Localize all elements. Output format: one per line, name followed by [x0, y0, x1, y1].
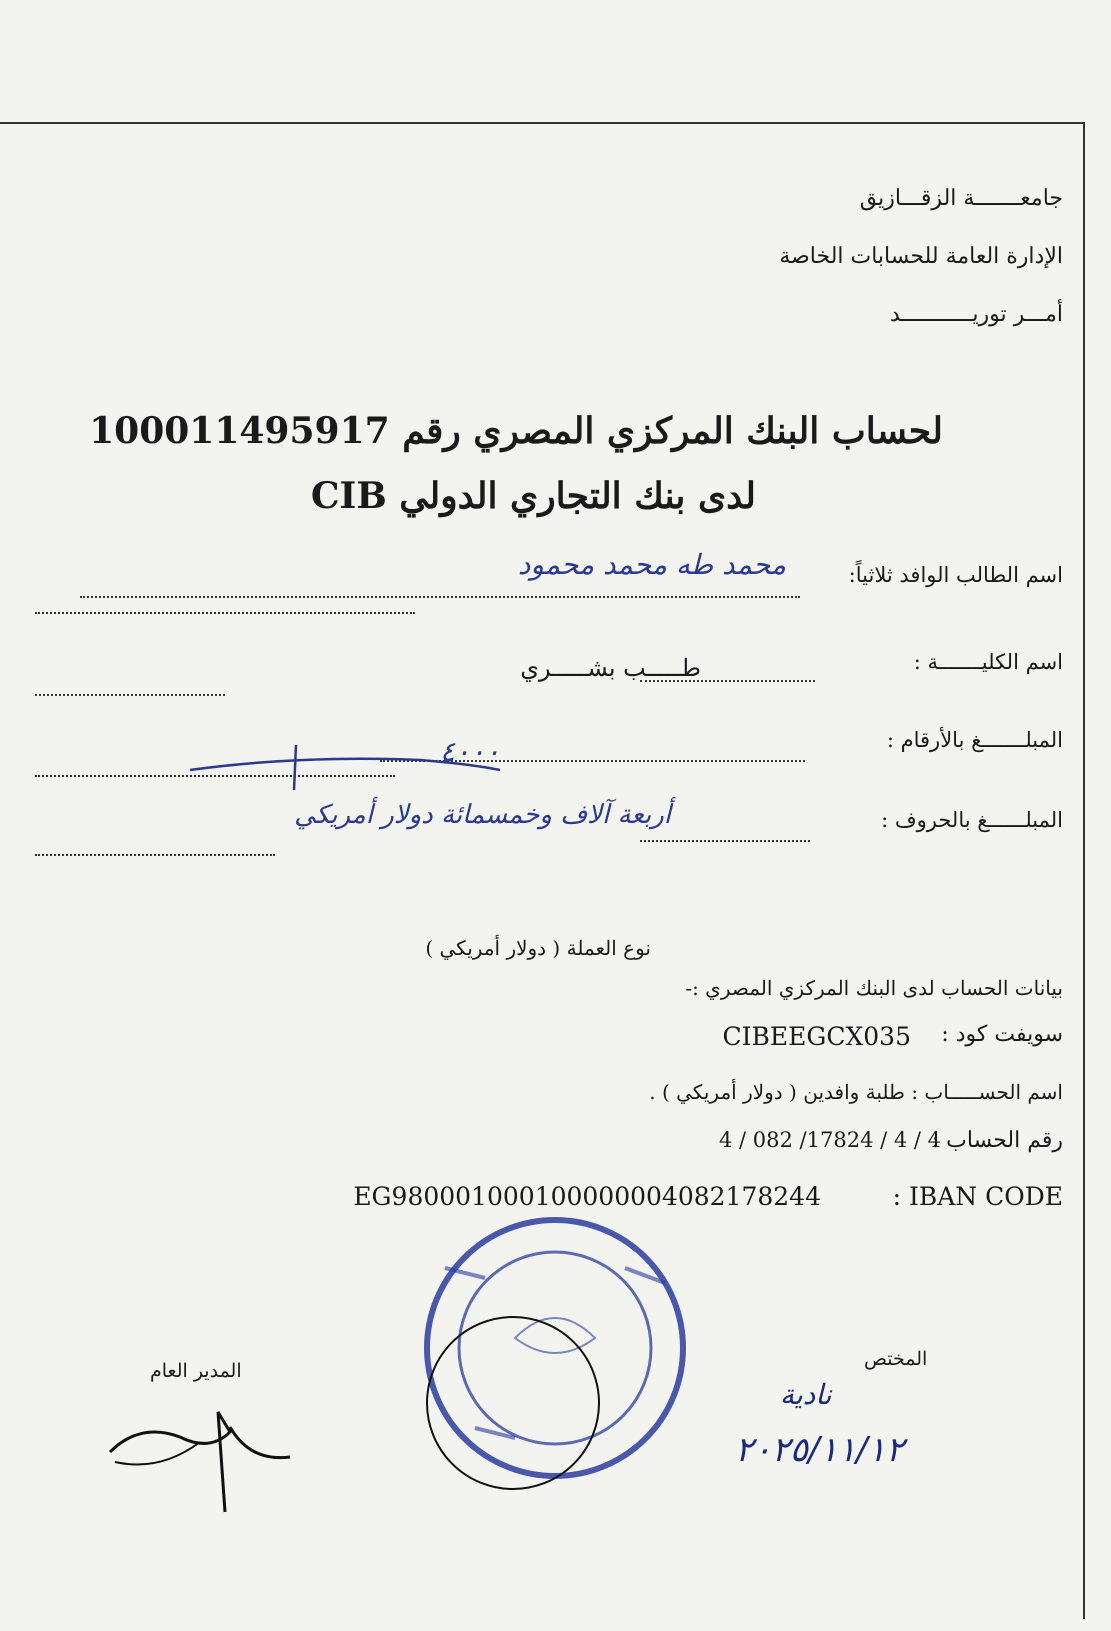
amount-numbers-label: المبلـــــــغ بالأرقام : [886, 728, 1063, 752]
signature-date: ٢٠٢٥/١١/١٢ [735, 1430, 905, 1470]
account-name: اسم الحســـــاب : طلبة وافدين ( دولار أمريكي ) . [649, 1080, 1063, 1104]
amount-words-label: المبلــــــغ بالحروف : [881, 808, 1063, 832]
amount-words-value: أربعة آلاف وخمسمائة دولار أمريكي [294, 800, 671, 830]
currency-type: نوع العملة ( دولار أمريكي ) [425, 936, 651, 960]
faculty-label: اسم الكليـــــــة : [913, 650, 1063, 674]
account-info-header: بيانات الحساب لدى البنك المركزي المصري :- [685, 976, 1063, 1000]
officer-label: المختص [864, 1348, 928, 1370]
faculty-value: طـــــب بشـــــري [520, 654, 701, 682]
department-name: الإدارة العامة للحسابات الخاصة [779, 244, 1063, 269]
account-number-label: رقم الحساب : [931, 1128, 1063, 1153]
general-manager-signature [100, 1392, 320, 1532]
student-name-label: اسم الطالب الوافد ثلاثياً: [848, 563, 1063, 587]
amount-words-dots-2 [35, 854, 275, 856]
account-number-value: 4 / 082 /17824 / 4 / 4 [719, 1128, 941, 1152]
iban-code-value: EG980001000100000004082178244 [353, 1182, 821, 1211]
general-manager-label: المدير العام [150, 1360, 242, 1382]
account-title-line1: لحساب البنك المركزي المصري رقم 100011495917 [89, 410, 943, 452]
account-title-line2: لدى بنك التجاري الدولي CIB [310, 475, 756, 517]
university-name: جامعـــــــة الزقـــازيق [859, 186, 1063, 211]
iban-code-label: : IBAN CODE [892, 1182, 1063, 1211]
student-name-value: محمد طه محمد محمود [517, 548, 786, 581]
round-circle-mark [425, 1315, 625, 1515]
swift-code-value: CIBEEGCX035 [722, 1022, 911, 1051]
amount-words-dots [640, 840, 810, 842]
officer-signature-name: نادية [780, 1378, 832, 1411]
document-type: أمـــر توريـــــــــــد [889, 302, 1063, 327]
swift-code-label: سويفت كود : [941, 1022, 1063, 1047]
amount-numbers-value: ٤٠٠٠ [440, 735, 501, 768]
